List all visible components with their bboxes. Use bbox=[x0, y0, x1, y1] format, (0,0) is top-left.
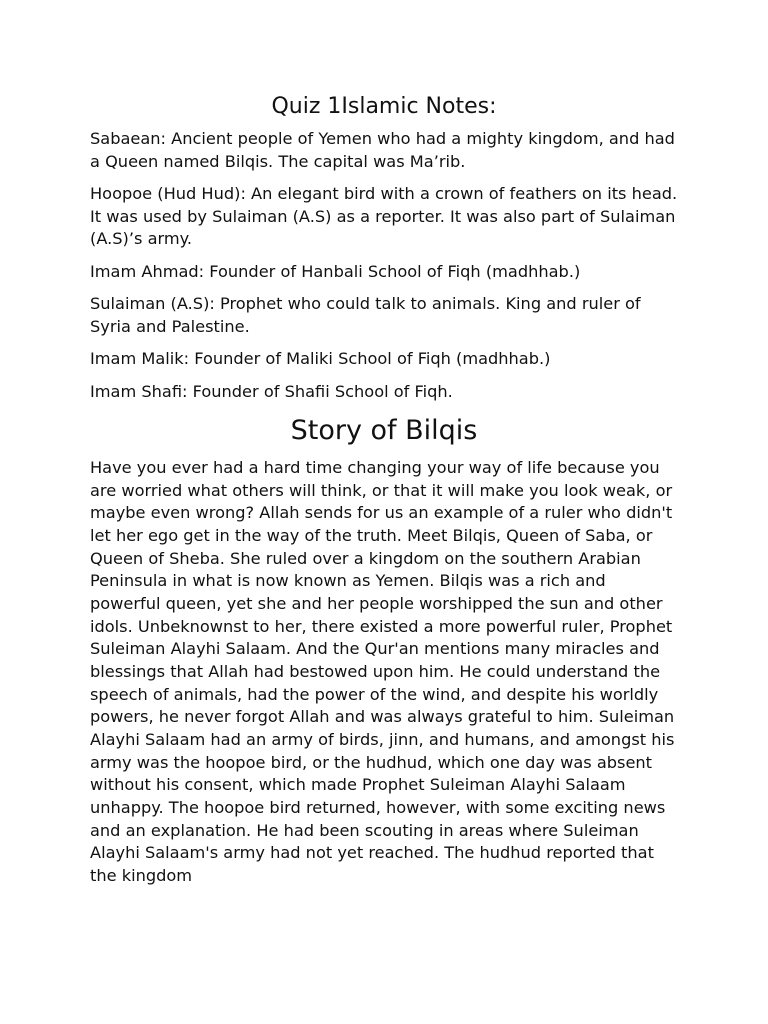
notes-list bbox=[90, 128, 678, 403]
note-imam-shafi: Imam Shafi: Founder of Shafii School of Fiqh. bbox=[90, 381, 453, 401]
note-hoopoe: Hoopoe (Hud Hud): An elegant bird with a crown of feathers on its head. It was used by Sulaiman (A.S) as a reporter. It was also part of Sulaiman (A.S)’s army. bbox=[90, 184, 678, 248]
note-imam-malik: Imam Malik: Founder of Maliki School of Fiqh (madhhab.) bbox=[90, 349, 551, 368]
note-imam-ahmad: Imam Ahmad: Founder of Hanbali School of Fiqh (madhhab.) bbox=[90, 261, 581, 281]
note-sabaean: Sabaean: Ancient people of Yemen who had a mighty kingdom, and had a Queen named Bilqis. The capital was Ma’rib. bbox=[90, 129, 675, 171]
section-title: Story of Bilqis bbox=[290, 415, 478, 446]
note-sulaiman: Sulaiman (A.S): Prophet who could talk to animals. King and ruler of Syria and Palestine. bbox=[90, 294, 641, 336]
page-title: Quiz 1Islamic Notes: bbox=[271, 94, 497, 119]
story-paragraph: Have you ever had a hard time changing your way of life because you are worried what others will think, or that it will make you look weak, or maybe even wrong? Allah sends for us an example of a ruler who didn't let her ego get in the way of the truth. Meet Bilqis, Queen of Saba, or Queen of Sheba. She ruled over a kingdom on the southern Arabian Peninsula in what is now known as Yemen. Bilqis was a rich and powerful queen, yet she and her people worshipped the sun and other idols. Unbeknownst to her, there existed a more powerful ruler, Prophet Suleiman Alayhi Salaam. And the Qur'an mentions many miracles and blessings that Allah had bestowed upon him. He could understand the speech of animals, had the power of the wind, and despite his worldly powers, he never forgot Allah and was always grateful to him. Suleiman Alayhi Salaam had an army of birds, jinn, and humans, and amongst his army was the hoopoe bird, or the hudhud, which one day was absent without his consent, which made Prophet Suleiman Alayhi Salaam unhappy. The hoopoe bird returned, however, with some exciting news and an explanation. He had been scouting in areas where Suleiman Alayhi Salaam's army had not yet reached. The hudhud reported that the kingdom bbox=[90, 458, 675, 885]
